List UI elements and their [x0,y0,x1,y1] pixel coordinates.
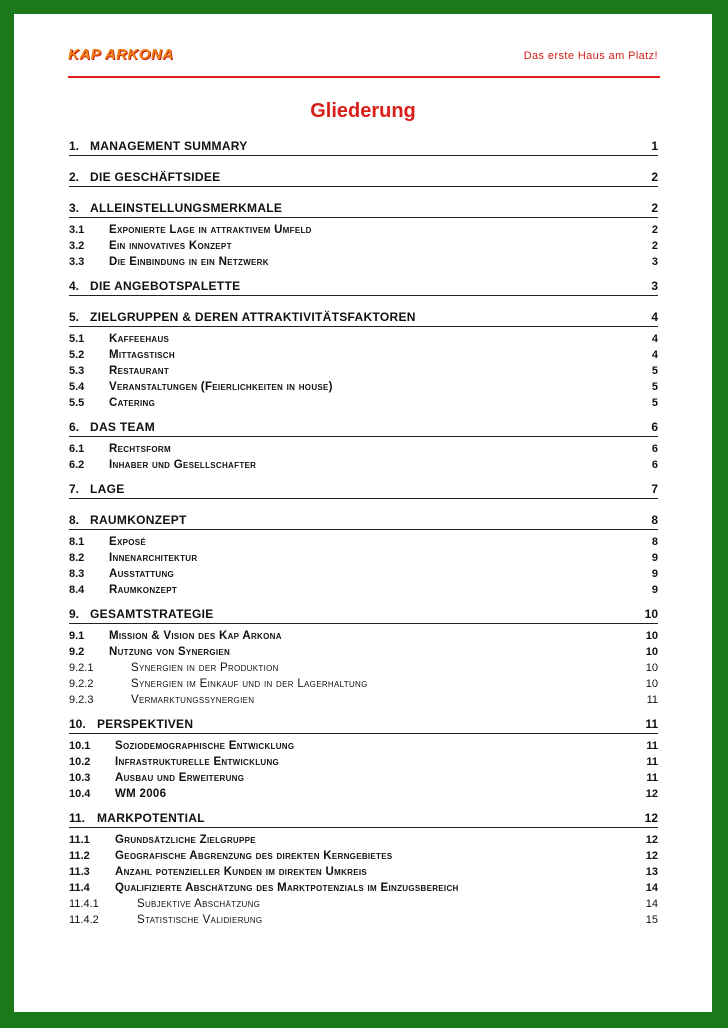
toc-section [69,240,658,256]
toc-chapter [69,513,658,536]
toc-subsection [69,898,658,914]
toc-number: 5. [69,310,80,324]
toc-section [69,772,658,788]
toc-section [69,568,658,584]
toc-title: Ausstattung [109,568,175,580]
toc-title: DIE ANGEBOTSPALETTE [90,279,241,293]
toc-page-number: 11 [646,740,658,752]
toc-section [69,834,658,850]
toc-number: 6.1 [69,443,85,455]
toc-subsection [69,914,658,930]
toc-number: 11.4.2 [69,914,99,926]
toc-title: WM 2006 [115,788,167,800]
brand-logo: KAP ARKONA [68,46,174,63]
toc-page-number: 7 [651,482,658,496]
toc-title: Vermarktungssynergien [131,694,255,706]
toc-section [69,740,658,756]
toc-title: PERSPEKTIVEN [97,717,194,731]
toc-page-number: 5 [651,397,658,409]
toc-number: 9.2.1 [69,662,94,674]
toc-title: Ausbau und Erweiterung [115,772,245,784]
toc-title: Veranstaltungen (Feierlichkeiten in house) [109,381,333,393]
toc-chapter [69,139,658,170]
toc-section [69,584,658,600]
toc-number: 3.2 [69,240,85,252]
toc-number: 7. [69,482,80,496]
toc-title: Inhaber und Gesellschafter [109,459,257,471]
toc-number: 8.2 [69,552,85,564]
toc-page-number: 5 [651,381,658,393]
toc-page-number: 10 [645,646,658,658]
toc-subsection [69,662,658,678]
toc-page-number: 11 [646,694,658,706]
toc-title: Exponierte Lage in attraktivem Umfeld [109,224,312,236]
toc-number: 5.4 [69,381,85,393]
toc-chapter [69,201,658,224]
toc-section [69,756,658,772]
toc-title: Subjektive Abschätzung [137,898,261,910]
toc-page-number: 12 [645,834,658,846]
toc-page-number: 12 [645,788,658,800]
toc-number: 3.1 [69,224,85,236]
toc-page-number: 4 [651,349,658,361]
toc-number: 10.2 [69,756,91,768]
toc-subsection [69,678,658,694]
toc-number: 11.3 [69,866,90,878]
toc-title: MANAGEMENT SUMMARY [90,139,248,153]
toc-page-number: 12 [645,850,658,862]
toc-number: 6.2 [69,459,85,471]
toc-page-number: 9 [651,568,658,580]
toc-section [69,256,658,272]
toc-chapter [69,811,658,834]
toc-number: 8.1 [69,536,85,548]
toc-section [69,397,658,413]
toc-number: 9.2 [69,646,85,658]
toc-title: Ein innovatives Konzept [109,240,232,252]
toc-page-number: 13 [645,866,658,878]
toc-number: 11.4 [69,882,90,894]
toc-section [69,333,658,349]
toc-number: 6. [69,420,80,434]
toc-subsection [69,694,658,710]
toc-section [69,443,658,459]
toc-number: 3. [69,201,80,215]
toc-section [69,646,658,662]
toc-section [69,536,658,552]
toc-section [69,552,658,568]
toc-page-number: 9 [651,584,658,596]
toc-title: Kaffeehaus [109,333,170,345]
toc-number: 9.1 [69,630,85,642]
toc-page-number: 8 [651,513,658,527]
toc-number: 1. [69,139,80,153]
toc-title: Soziodemographische Entwicklung [115,740,295,752]
toc-page-number: 1 [651,139,658,153]
toc-page-number: 15 [645,914,658,926]
toc-title: MARKPOTENTIAL [97,811,205,825]
toc-page-number: 11 [645,717,658,731]
toc-title: ALLEINSTELLUNGSMERKMALE [90,201,283,215]
toc-title: Anzahl potenzieller Kunden im direkten Umkreis [115,866,368,878]
toc-number: 2. [69,170,80,184]
toc-title: Restaurant [109,365,170,377]
toc-section [69,882,658,898]
toc-section [69,866,658,882]
toc-number: 3.3 [69,256,85,268]
toc-title: Mittagstisch [109,349,175,361]
toc-number: 8.4 [69,584,85,596]
toc-page-number: 3 [651,256,658,268]
toc-page-number: 4 [651,333,658,345]
toc-page-number: 12 [644,811,658,825]
toc-page-number: 3 [651,279,658,293]
toc-title: Geografische Abgrenzung des direkten Kerngebietes [115,850,393,862]
toc-title: Exposé [109,536,147,548]
toc-page-number: 10 [645,678,658,690]
toc-number: 5.5 [69,397,85,409]
toc-number: 10. [69,717,86,731]
toc-page-number: 10 [644,607,658,621]
toc-chapter [69,717,658,740]
toc-number: 10.3 [69,772,91,784]
toc-number: 5.3 [69,365,85,377]
toc-page-number: 10 [645,662,658,674]
toc-title: Raumkonzept [109,584,178,596]
toc-number: 11.2 [69,850,90,862]
page-header [68,44,660,78]
toc-title: Die Einbindung in ein Netzwerk [109,256,269,268]
document-page [14,14,712,1012]
toc-chapter [69,420,658,443]
toc-title: Grundsätzliche Zielgruppe [115,834,256,846]
toc-page-number: 10 [645,630,658,642]
toc-section [69,850,658,866]
toc-number: 4. [69,279,80,293]
toc-number: 10.4 [69,788,91,800]
toc-page-number: 2 [651,240,658,252]
toc-chapter [69,482,658,513]
toc-chapter [69,279,658,310]
toc-page-number: 11 [646,756,658,768]
toc-title: RAUMKONZEPT [90,513,187,527]
toc-page-number: 8 [651,536,658,548]
toc-title: Statistische Validierung [137,914,263,926]
toc-section [69,224,658,240]
toc-page-number: 6 [651,420,658,434]
toc-page-number: 14 [645,898,658,910]
toc-chapter [69,607,658,630]
toc-section [69,349,658,365]
toc-section [69,788,658,804]
toc-title: Qualifizierte Abschätzung des Marktpotenzials im Einzugsbereich [115,882,459,894]
toc-page-number: 14 [645,882,658,894]
toc-number: 9.2.2 [69,678,94,690]
toc-title: ZIELGRUPPEN & DEREN ATTRAKTIVITÄTSFAKTOREN [90,310,416,324]
toc-number: 10.1 [69,740,91,752]
toc-section [69,365,658,381]
toc-number: 9.2.3 [69,694,94,706]
toc-title: GESAMTSTRATEGIE [90,607,214,621]
table-of-contents [69,139,658,930]
toc-number: 5.1 [69,333,85,345]
header-tagline: Das erste Haus am Platz! [523,50,658,62]
toc-title: Rechtsform [109,443,171,455]
toc-chapter [69,310,658,333]
toc-page-number: 6 [651,459,658,471]
toc-page-number: 9 [651,552,658,564]
toc-page-number: 2 [651,224,658,236]
toc-title: Nutzung von Synergien [109,646,231,658]
toc-number: 11.1 [69,834,90,846]
toc-page-number: 2 [651,170,658,184]
toc-title: LAGE [90,482,125,496]
toc-chapter [69,170,658,201]
toc-number: 11. [69,811,86,825]
toc-page-number: 2 [651,201,658,215]
toc-number: 8. [69,513,80,527]
toc-title: Catering [109,397,156,409]
toc-title: Infrastrukturelle Entwicklung [115,756,280,768]
toc-page-number: 4 [651,310,658,324]
page-title: Gliederung [310,100,416,122]
toc-number: 5.2 [69,349,85,361]
toc-title: DIE GESCHÄFTSIDEE [90,170,221,184]
toc-title: Synergien in der Produktion [131,662,279,674]
toc-title: Mission & Vision des Kap Arkona [109,630,282,642]
toc-number: 8.3 [69,568,85,580]
toc-section [69,630,658,646]
toc-title: Innenarchitektur [109,552,198,564]
toc-title: Synergien im Einkauf und in der Lagerhaltung [131,678,368,690]
toc-page-number: 11 [646,772,658,784]
toc-number: 11.4.1 [69,898,99,910]
toc-page-number: 6 [651,443,658,455]
toc-section [69,459,658,475]
toc-number: 9. [69,607,80,621]
toc-title: DAS TEAM [90,420,156,434]
toc-section [69,381,658,397]
toc-page-number: 5 [651,365,658,377]
